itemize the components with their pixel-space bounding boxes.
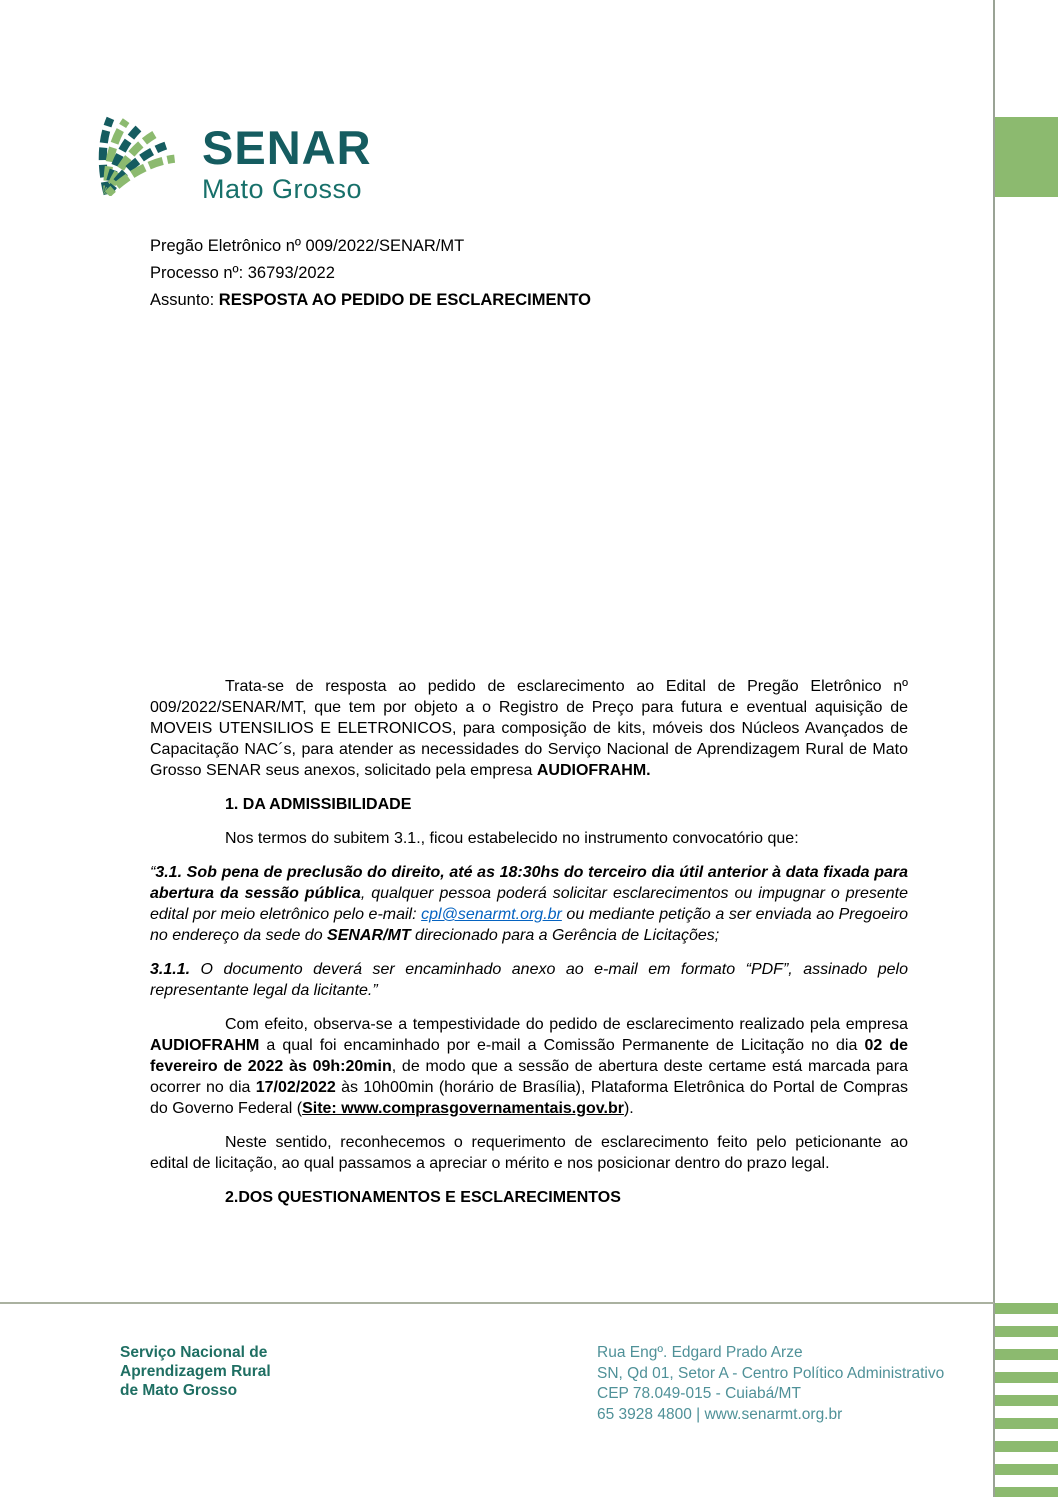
text-run: ).: [623, 1100, 634, 1117]
footer-address: [597, 1343, 944, 1425]
text-run: Assunto:: [150, 291, 219, 309]
email-link[interactable]: cpl@senarmt.org.br: [421, 906, 562, 923]
text-run: RESPOSTA AO PEDIDO DE ESCLARECIMENTO: [218, 291, 592, 309]
text-run: “: [150, 864, 156, 881]
footer-address-line: SN, Qd 01, Setor A - Centro Político Administrativo: [597, 1364, 945, 1382]
text-run: SENAR/MT: [327, 927, 411, 944]
text-run: direcionado para a Gerência de Licitações;: [410, 927, 720, 944]
section-2-heading: [225, 1187, 908, 1208]
intro-paragraph: [150, 676, 908, 781]
section-1-heading: [225, 794, 908, 815]
nos-termos-paragraph: [150, 828, 908, 849]
text-run: 3.1. Sob pena de preclusão do direito, até as 18:30hs do terceiro dia útil anterior à data fixada para abertura da sessão pública: [150, 864, 908, 902]
quote-3-1: [150, 862, 908, 946]
logo-name: SENAR: [202, 121, 372, 174]
text-run: Com efeito, observa-se a tempestividade do pedido de esclarecimento realizado pela empresa: [225, 1016, 908, 1033]
text-run: 2.DOS QUESTIONAMENTOS E ESCLARECIMENTOS: [225, 1189, 621, 1206]
text-run: 1. DA ADMISSIBILIDADE: [225, 796, 412, 813]
footer-separator-rule: [0, 1302, 994, 1304]
senar-logo-text: [202, 108, 372, 205]
footer-address-line: 65 3928 4800 | www.senarmt.org.br: [597, 1405, 843, 1423]
text-run: 02 de fevereiro de 2022 às 09h:20min: [150, 1037, 908, 1075]
text-run: a qual foi encaminhado por e-mail a Comissão Permanente de Licitação no dia: [259, 1037, 865, 1054]
text-run: às 10h00min (horário de Brasília), Plataforma Eletrônica do Portal de Compras do Governo Federal (: [150, 1079, 908, 1117]
footer-address-line: CEP 78.049-015 - Cuiabá/MT: [597, 1385, 801, 1402]
document-body: [150, 676, 908, 1221]
senar-logo: [94, 108, 372, 205]
quote-3-1-1: [150, 959, 908, 1001]
text-run: Trata-se de resposta ao pedido de esclarecimento ao Edital de Pregão Eletrônico nº 009/2022/SENAR/MT, que tem por objeto a o Registro de Preço para futura e eventual aquisição de MOVEIS UTENSILIOS E ELETRONICOS, para composição de kits, móveis dos Núcleos Avançados de Capacitação NAC´s, para atender as necessidades do Serviço Nacional de Aprendizagem Rural de Mato Grosso SENAR seus anexos, solicitado pela empresa: [150, 678, 908, 779]
processo-number-line: [150, 260, 591, 287]
right-edge-green-block: [995, 117, 1058, 197]
neste-sentido-paragraph: [150, 1132, 908, 1174]
footer-organization: [120, 1343, 271, 1400]
footer-org-line: Aprendizagem Rural: [120, 1363, 271, 1380]
text-run: 3.1.1.: [150, 961, 191, 978]
text-run: AUDIOFRAHM.: [536, 762, 651, 779]
assunto-line: [150, 287, 591, 314]
pregao-number-line: [150, 233, 591, 260]
footer-org-line: de Mato Grosso: [120, 1382, 238, 1399]
text-run: , qualquer pessoa poderá solicitar esclarecimentos ou impugnar o presente edital por meio eletrônico pelo e-mail:: [150, 885, 909, 923]
text-run: 17/02/2022: [255, 1079, 336, 1096]
text-run: AUDIOFRAHM: [150, 1037, 260, 1054]
text-run: Neste sentido, reconhecemos o requerimento de esclarecimento feito pelo peticionante ao edital de licitação, ao qual passamos a apreciar o mérito e nos posicionar dentro do prazo legal.: [150, 1134, 908, 1172]
text-run: ou mediante petição a ser enviada ao Pregoeiro no endereço da sede do: [150, 906, 908, 944]
text-run: Pregão Eletrônico nº 009/2022/SENAR/MT: [150, 237, 465, 255]
header-meta: [150, 233, 591, 314]
logo-region: Mato Grosso: [202, 174, 363, 204]
text-run: O documento deverá ser encaminhado anexo ao e-mail em formato “PDF”, assinado pelo representante legal da licitante.”: [150, 961, 908, 999]
text-run: Site: www.comprasgovernamentais.gov.br: [302, 1100, 624, 1117]
footer-org-line: Serviço Nacional de: [120, 1344, 268, 1361]
com-efeito-paragraph: [150, 1014, 908, 1119]
footer-address-line: Rua Engº. Edgard Prado Arze: [597, 1344, 803, 1361]
right-edge-green-stripes: [995, 1303, 1058, 1497]
text-run: Nos termos do subitem 3.1., ficou estabelecido no instrumento convocatório que:: [225, 830, 799, 847]
right-edge-vertical-rule: [993, 0, 995, 1497]
text-run: Processo nº: 36793/2022: [150, 264, 335, 282]
senar-fan-icon: [94, 108, 190, 196]
text-run: , de modo que a sessão de abertura deste certame está marcada para ocorrer no dia: [150, 1058, 908, 1096]
